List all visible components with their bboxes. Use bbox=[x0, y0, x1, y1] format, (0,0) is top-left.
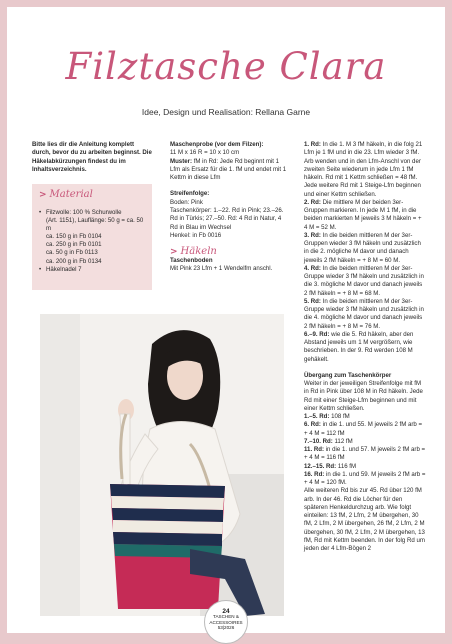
round-label: 3. Rd: bbox=[304, 231, 321, 239]
round-label: 5. Rd: bbox=[304, 297, 321, 305]
material-item: • Häkelnadel 7 bbox=[39, 266, 145, 274]
column-middle bbox=[170, 141, 290, 273]
streifenfolge-line: Henkel: in Fb 0016 bbox=[170, 231, 222, 239]
page-title: Filztasche Clara bbox=[65, 45, 387, 88]
streifenfolge-line: Boden: Pink bbox=[170, 198, 203, 206]
round-text: 112 fM bbox=[332, 437, 353, 445]
chevron-right-icon: > bbox=[39, 189, 47, 200]
round-text: 108 fM bbox=[329, 413, 350, 420]
round-paragraph bbox=[304, 141, 426, 199]
page-subtitle: Idee, Design und Realisation: Rellana Garne bbox=[141, 107, 311, 117]
footer-line2: ACCESSOIRES bbox=[209, 619, 243, 625]
haekeln-heading-text: Häkeln bbox=[180, 246, 217, 258]
round-paragraph bbox=[304, 463, 426, 471]
material-item: (Art. 1151), Lauflänge: 50 g = ca. 50 m bbox=[46, 217, 144, 233]
material-item: ca. 150 g in Fb 0104 bbox=[46, 233, 102, 241]
page bbox=[7, 7, 445, 633]
rounds-list bbox=[304, 141, 426, 364]
taschenboden-text: Mit Pink 23 Lfm + 1 Wendelfm anschl. bbox=[170, 264, 273, 272]
round-text: in die 1. und 55. M jeweils 2 fM arb = + 4 M = 112 fM bbox=[304, 421, 423, 437]
round-label: 6.–9. Rd: bbox=[304, 330, 330, 338]
page-footer bbox=[7, 600, 445, 644]
photo-illustration bbox=[40, 314, 284, 616]
intro-note: Bitte lies dir die Anleitung komplett durch, bevor du zu arbeiten beginnst. Die Häkelabkürzungen findest du im Inhaltsverzeichnis. bbox=[32, 141, 152, 173]
page-number: 24 bbox=[222, 608, 230, 615]
round-paragraph bbox=[304, 471, 426, 488]
uebergang-closing: Alle weiteren Rd bis zur 45. Rd über 120 fM arb. In der 46. Rd die Löcher für den späteren Henkeldurchzug arb. Wie folgt einteilen: 13 fM, 2 Lfm, 2 M übergehen, 30 fM, 2 Lfm, 2 M übergehen, 26 fM, 2 Lfm, 2 M übergehen, 30 fM, 2 Lfm, 2 M übergehen, 13 fM, Rd mit Kettm beenden. In der folg Rd um jeden der 4 Lfm-Bögen 2 bbox=[304, 487, 425, 552]
maschenprobe-heading: Maschenprobe (vor dem Filzen): bbox=[170, 141, 264, 148]
round-label: 1. Rd: bbox=[304, 141, 321, 148]
streifenfolge-heading: Streifenfolge: bbox=[170, 190, 210, 198]
material-list bbox=[39, 209, 145, 274]
round-label: 6. Rd: bbox=[304, 421, 321, 429]
round-label: 1.–5. Rd: bbox=[304, 413, 330, 420]
round-text: 116 fM bbox=[336, 462, 357, 470]
taschenboden-heading: Taschenboden bbox=[170, 256, 213, 264]
material-item: ca. 250 g in Fb 0101 bbox=[46, 241, 102, 249]
uebergang-text: Weiter in der jeweiligen Streifenfolge mit fM in Rd in Pink über 108 M in Rd häkeln. Jede Rd mit einer Steige-Lfm beginnen und mit einer Kettm schließen. bbox=[304, 380, 423, 412]
round-text: In die beiden mittleren M der 3er-Gruppe wieder 3 fM häkeln und zusätzlich in die 4. mögliche M davor und danach jeweils 2 fM häkeln = + 8 M = 76 M. bbox=[304, 297, 424, 330]
round-text: wie die 5. Rd häkeln, aber den Abstand jeweils um 1 M vergrößern, wie beschrieben. In der 9. Rd werden 108 M gehäkelt. bbox=[304, 330, 414, 363]
round-text: In die beiden mittleren M der 3er-Gruppen wieder 3 fM häkeln und zusätzlich in die 2. mögliche M davor und danach jeweils 2 fM häkeln = + 8 M = 60 M. bbox=[304, 231, 421, 264]
muster-paragraph bbox=[170, 158, 290, 183]
round-text: in die 1. und 57. M jeweils 2 fM arb = + 4 M = 116 fM bbox=[304, 446, 426, 462]
round-text: In die 1. M 3 fM häkeln, in die folg 21 Lfm je 1 fM und in die 23. Lfm wieder 3 fM. Arb wenden und in den Lfm-Anschl von der zweiten Seite wiederum in jede Lfm 1 fM häkeln. Rd mit 1 Kettm schließen = 48 fM. Jede weitere Rd mit 1 Steige-Lfm beginnen und einer Kettm schließen. bbox=[304, 141, 423, 198]
column-right bbox=[304, 141, 426, 553]
round-paragraph bbox=[304, 265, 426, 298]
material-item: ca. 50 g in Fb 0113 bbox=[46, 249, 98, 257]
round-paragraph bbox=[304, 298, 426, 331]
streifenfolge-line: Taschenkörper: 1.–22. Rd in Pink; 23.–26. Rd in Türkis; 27.–50. Rd: 4 Rd in Natur, 4 Rd in Blau im Wechsel bbox=[170, 207, 284, 231]
uebergang-rows bbox=[304, 413, 426, 487]
round-label: 12.–15. Rd: bbox=[304, 462, 337, 470]
round-paragraph bbox=[304, 413, 426, 421]
round-label: 7.–10. Rd: bbox=[304, 437, 333, 445]
material-box bbox=[32, 184, 152, 290]
round-label: 2. Rd: bbox=[304, 198, 321, 206]
footer-circle bbox=[204, 600, 248, 644]
round-paragraph bbox=[304, 421, 426, 438]
round-label: 16. Rd: bbox=[304, 470, 325, 478]
footer-line1: TASCHEN & bbox=[213, 614, 239, 620]
footer-issue: 53|2026 bbox=[217, 625, 235, 631]
round-label: 11. Rd: bbox=[304, 446, 324, 453]
round-paragraph bbox=[304, 446, 426, 463]
muster-text: fM in Rd: Jede Rd beginnt mit 1 Lfm als Ersatz für die 1. fM und endet mit 1 Kettm in diese Lfm bbox=[170, 157, 287, 182]
maschenprobe-line: 11 M x 16 R = 10 x 10 cm bbox=[170, 149, 240, 157]
haekeln-heading bbox=[170, 248, 290, 256]
material-heading-text: Material bbox=[49, 189, 93, 200]
round-paragraph bbox=[304, 331, 426, 364]
uebergang-heading: Übergang zum Taschenkörper bbox=[304, 371, 392, 379]
round-label: 4. Rd: bbox=[304, 264, 321, 272]
material-heading bbox=[39, 189, 145, 200]
muster-label: Muster: bbox=[170, 157, 193, 165]
chevron-right-icon: > bbox=[170, 247, 178, 258]
round-text: Die mittlere M der beiden 3er-Gruppen markieren. In jede M 1 fM, in die beiden markierten M jeweils 3 M häkeln = + 4 M = 52 M. bbox=[304, 198, 422, 231]
model-photo bbox=[40, 314, 284, 616]
material-item: • Filzwolle: 100 % Schurwolle bbox=[39, 209, 145, 217]
round-paragraph bbox=[304, 199, 426, 232]
round-text: In die beiden mittleren M der 3er-Gruppe wieder 3 fM häkeln und zusätzlich in die 3. mögliche M davor und danach jeweils 2 fM häkeln = + 8 M = 68 M. bbox=[304, 264, 424, 297]
material-item: ca. 200 g in Fb 0134 bbox=[46, 257, 102, 265]
round-paragraph bbox=[304, 438, 426, 446]
round-text: in die 1. und 59. M jeweils 2 fM arb = + 4 M = 120 fM. bbox=[304, 470, 426, 486]
round-paragraph bbox=[304, 232, 426, 265]
